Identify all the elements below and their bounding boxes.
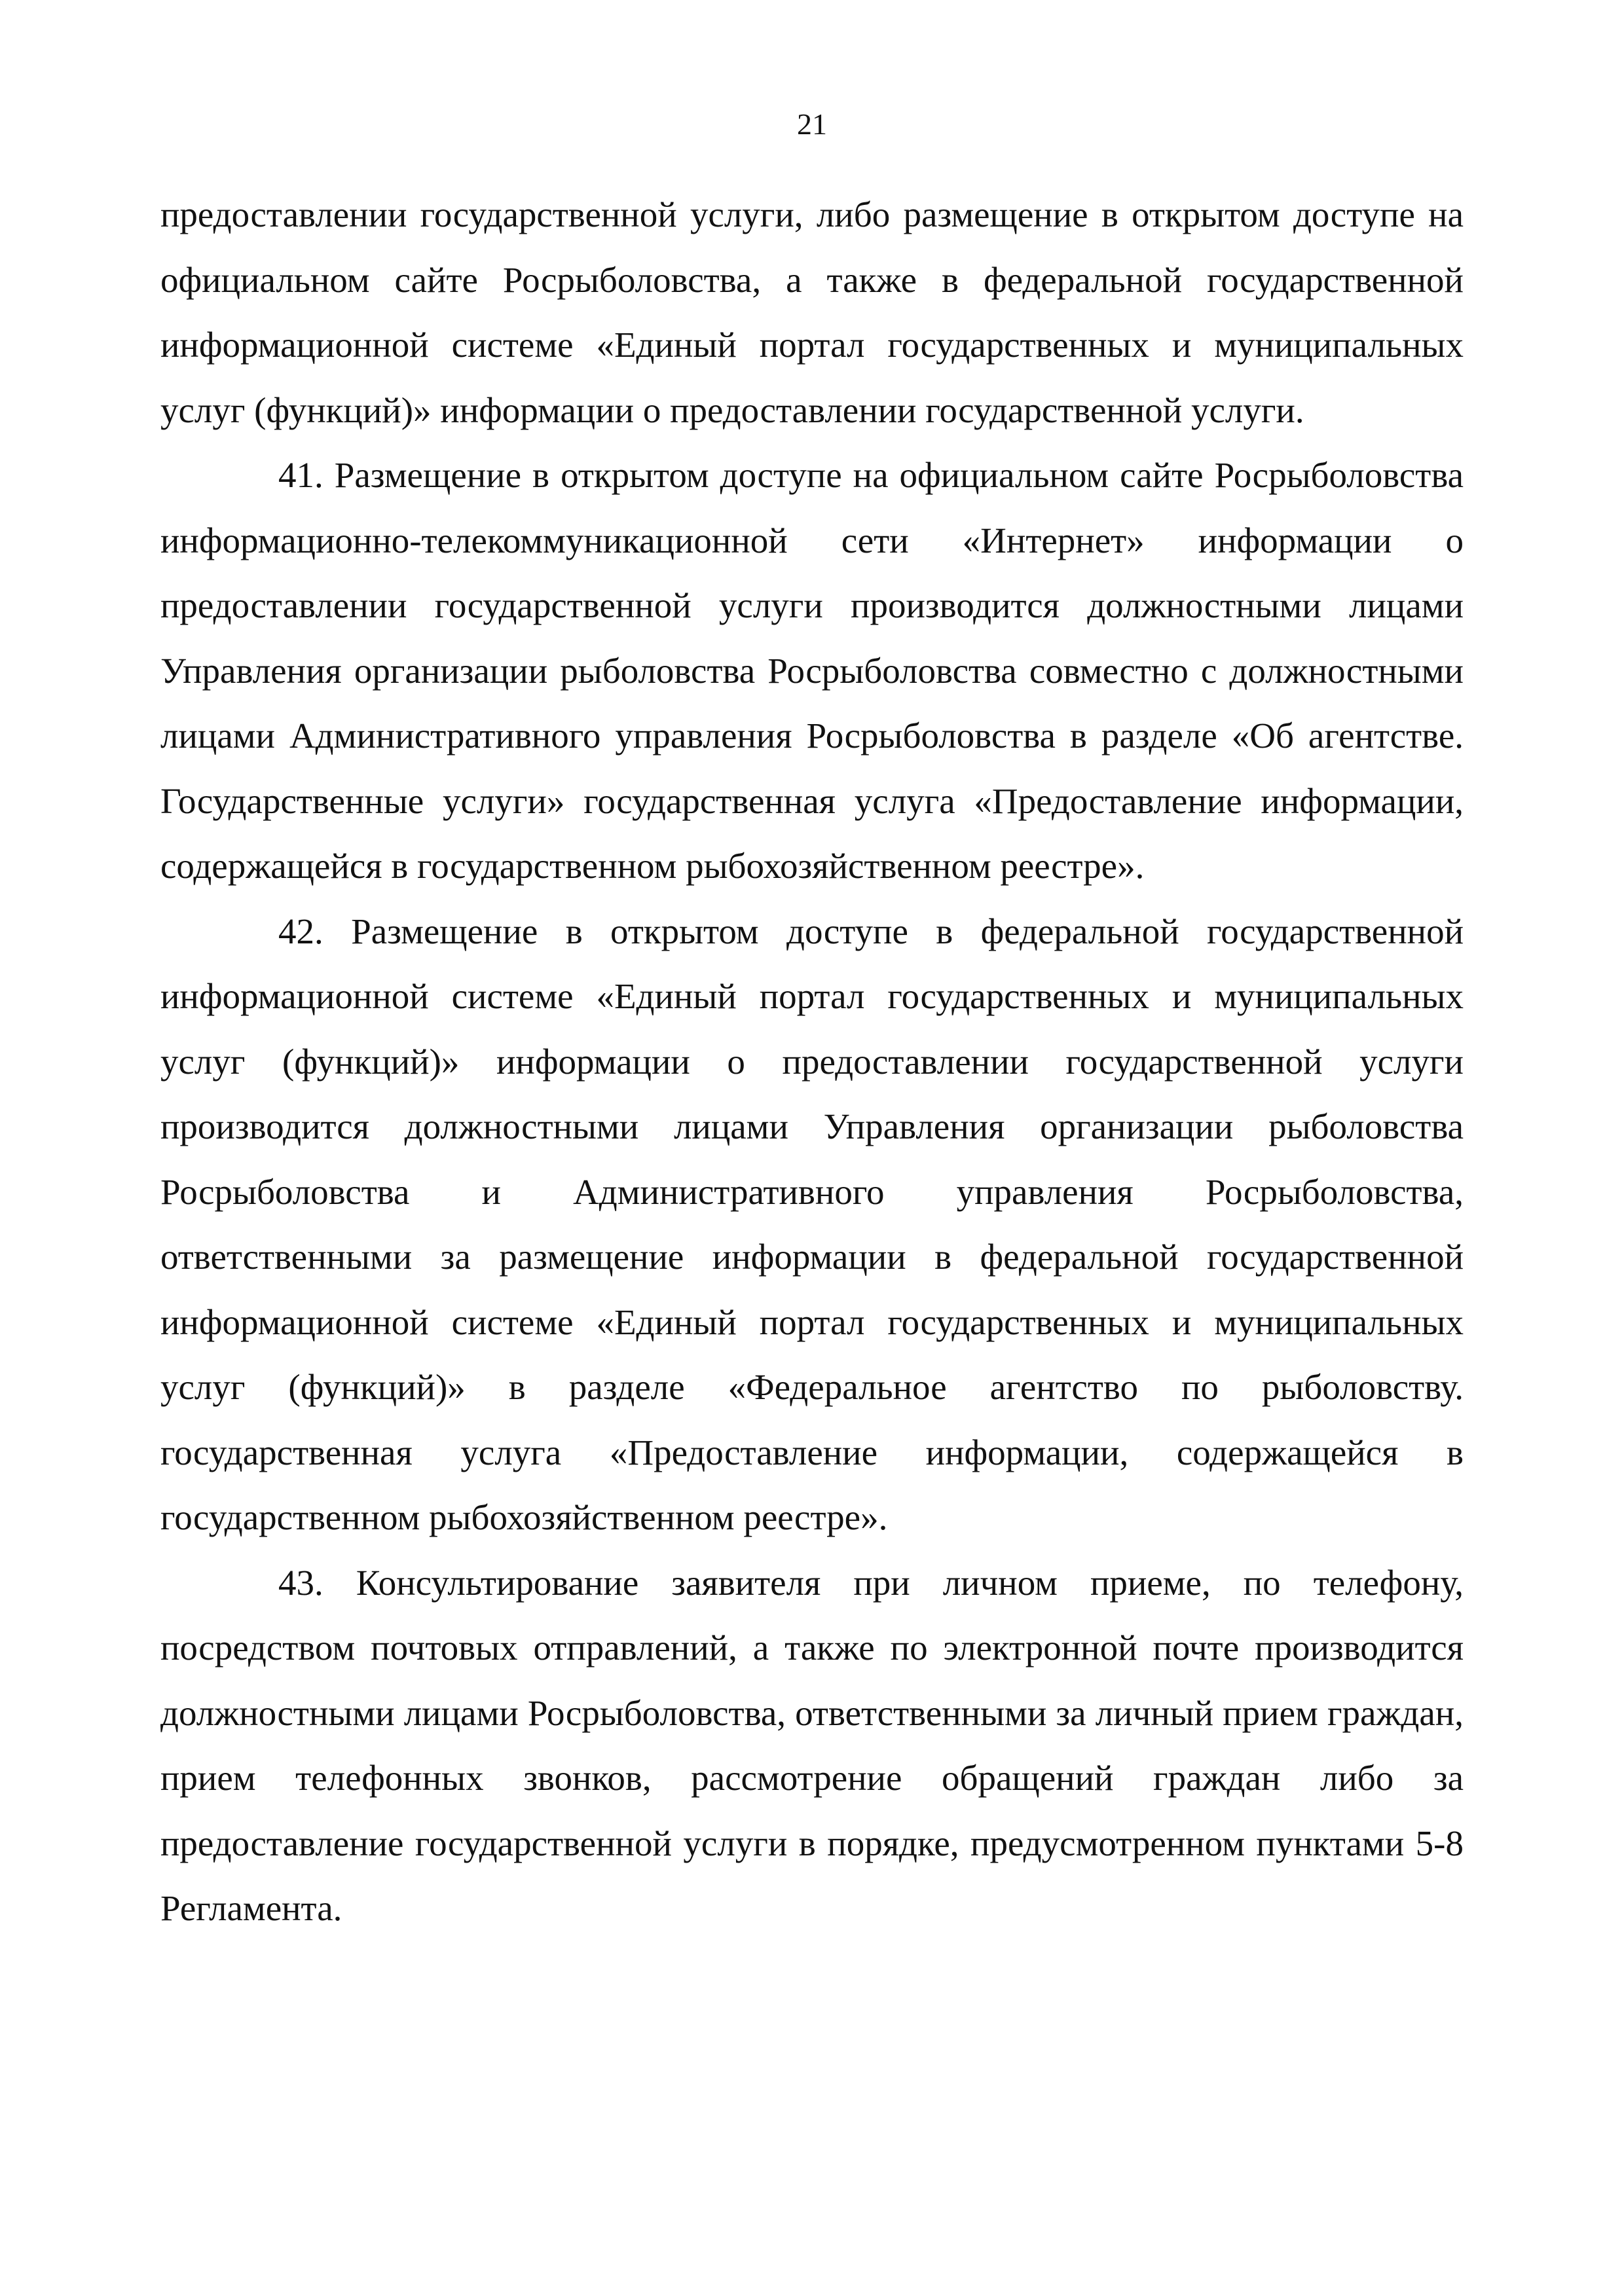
page-number: 21 [797,107,827,141]
paragraph-item-42: 42. Размещение в открытом доступе в федеральной государственной информационной системе «Единый портал государственных и муниципальных услуг (функций)» информации о предоставлении государственной услуги производится должностными лицами Управления организации рыболовства Росрыболовства и Административного управления Росрыболовства, ответственными за размещение информации в федеральной государственной информационной системе «Единый портал государственных и муниципальных услуг (функций)» в разделе «Федеральное агентство по рыболовству. государственная услуга «Предоставление информации, содержащейся в государственном рыбохозяйственном реестре». [160,911,1464,1537]
paragraph-continuation: предоставлении государственной услуги, либо размещение в открытом доступе на официальном сайте Росрыболовства, а также в федеральной государственной информационной системе «Единый портал государственных и муниципальных услуг (функций)» информации о предоставлении государственной услуги. [160,194,1464,430]
paragraph-item-41: 41. Размещение в открытом доступе на официальном сайте Росрыболовства информационно-телекоммуникационной сети «Интернет» информации о предоставлении государственной услуги производится должностными лицами Управления организации рыболовства Росрыболовства совместно с должностными лицами Административного управления Росрыболовства в разделе «Об агентстве. Государственные услуги» государственная услуга «Предоставление информации, содержащейся в государственном рыбохозяйственном реестре». [160,455,1464,886]
body-text [160,182,1464,1941]
paragraph-item-43: 43. Консультирование заявителя при личном приеме, по телефону, посредством почтовых отправлений, а также по электронной почте производится должностными лицами Росрыболовства, ответственными за личный прием граждан, прием телефонных звонков, рассмотрение обращений граждан либо за предоставление государственной услуги в порядке, предусмотренном пунктами 5-8 Регламента. [160,1562,1464,1928]
